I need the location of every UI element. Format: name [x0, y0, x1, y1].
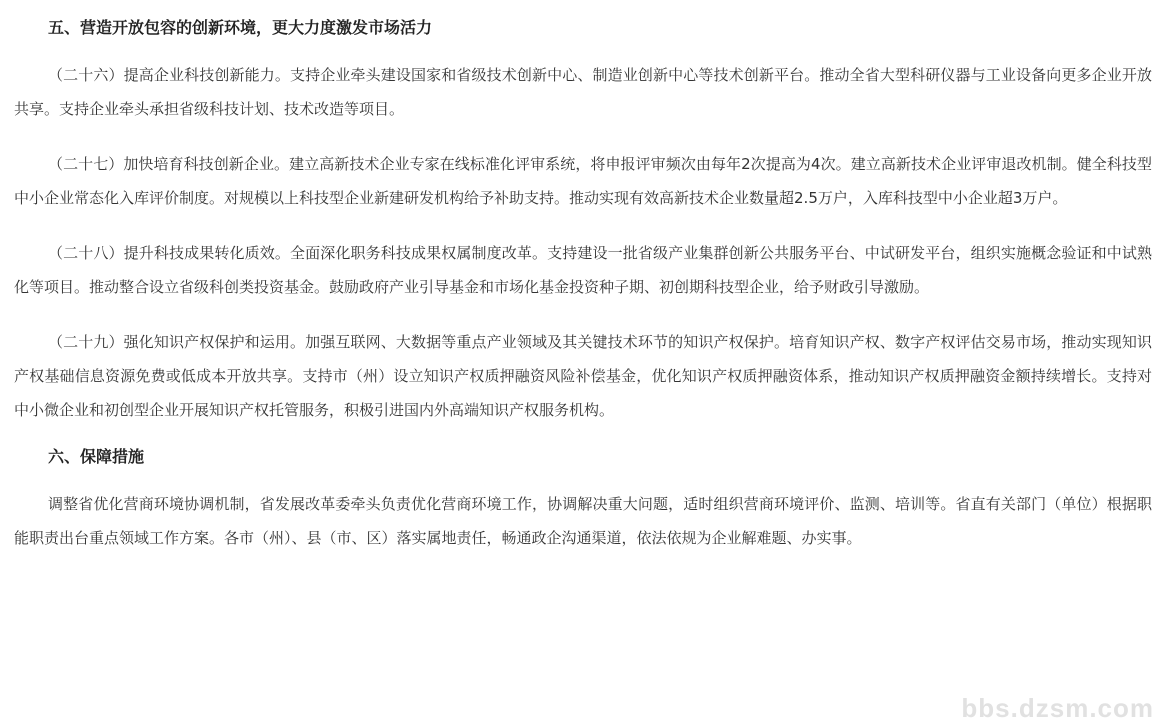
section-heading-5: 五、营造开放包容的创新环境，更大力度激发市场活力 [48, 18, 433, 37]
section-heading-6: 六、保障措施 [48, 447, 145, 466]
paragraph-29: （二十九）强化知识产权保护和运用。加强互联网、大数据等重点产业领域及其关键技术环节的知识产权保护。培育知识产权、数字产权评估交易市场，推动实现知识产权基础信息资源免费或低成本开放共享。支持市（州）设立知识产权质押融资风险补偿基金，优化知识产权质押融资体系，推动知识产权质押融资金额持续增长。支持对中小微企业和初创型企业开展知识产权托管服务，积极引进国内外高端知识产权服务机构。 [14, 333, 1152, 419]
article-body [14, 14, 1152, 555]
paragraph-28: （二十八）提升科技成果转化质效。全面深化职务科技成果权属制度改革。支持建设一批省级产业集群创新公共服务平台、中试研发平台，组织实施概念验证和中试熟化等项目。推动整合设立省级科创类投资基金。鼓励政府产业引导基金和市场化基金投资种子期、初创期科技型企业，给予财政引导激励。 [14, 244, 1152, 296]
paragraph-26: （二十六）提高企业科技创新能力。支持企业牵头建设国家和省级技术创新中心、制造业创新中心等技术创新平台。推动全省大型科研仪器与工业设备向更多企业开放共享。支持企业牵头承担省级科技计划、技术改造等项目。 [14, 66, 1152, 118]
paragraph-safeguards: 调整省优化营商环境协调机制，省发展改革委牵头负责优化营商环境工作，协调解决重大问题，适时组织营商环境评价、监测、培训等。省直有关部门（单位）根据职能职责出台重点领域工作方案。各市（州）、县（市、区）落实属地责任，畅通政企沟通渠道，依法依规为企业解难题、办实事。 [14, 495, 1152, 547]
site-watermark: bbs.dzsm.com [961, 693, 1154, 723]
paragraph-27: （二十七）加快培育科技创新企业。建立高新技术企业专家在线标准化评审系统，将申报评审频次由每年2次提高为4次。建立高新技术企业评审退改机制。健全科技型中小企业常态化入库评价制度。对规模以上科技型企业新建研发机构给予补助支持。推动实现有效高新技术企业数量超2.5万户，入库科技型中小企业超3万户。 [14, 155, 1152, 207]
